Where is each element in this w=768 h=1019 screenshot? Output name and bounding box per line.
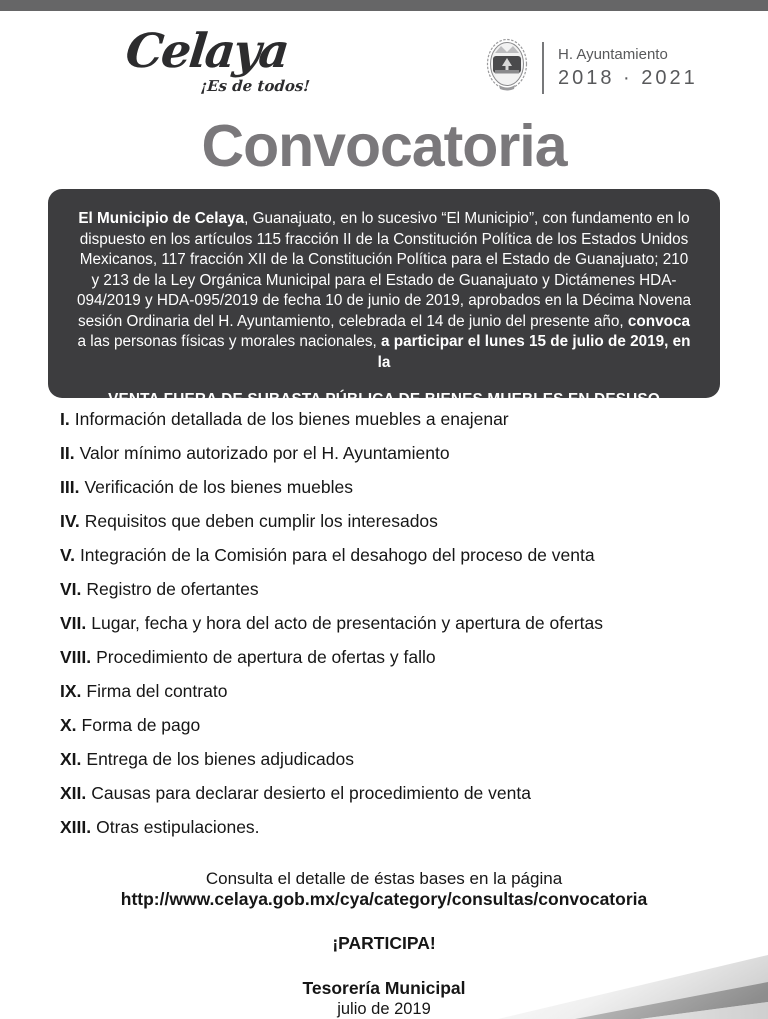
item-text: Lugar, fecha y hora del acto de presentación y apertura de ofertas (91, 613, 603, 633)
list-item (60, 544, 738, 566)
item-text: Requisitos que deben cumplir los interesados (84, 511, 438, 531)
intro-segment: a participar el lunes 15 de julio de 2019, en la (377, 333, 691, 371)
ayuntamiento-block (486, 37, 698, 98)
item-text: Verificación de los bienes muebles (84, 477, 353, 497)
list-item (60, 476, 738, 498)
list-item (60, 646, 738, 668)
item-numeral: X. (60, 715, 77, 735)
ayuntamiento-years: 2018 · 2021 (558, 66, 698, 89)
intro-segment: convoca (627, 312, 690, 330)
item-numeral: IV. (60, 511, 80, 531)
item-numeral: XII. (60, 783, 87, 803)
footer (0, 868, 768, 1019)
celaya-logo (123, 24, 316, 95)
item-text: Registro de ofertantes (86, 579, 259, 599)
list-item (60, 408, 738, 430)
participa-text: ¡PARTICIPA! (332, 933, 436, 953)
item-numeral: I. (60, 409, 70, 429)
item-numeral: II. (60, 443, 75, 463)
intro-segment: El Municipio de Celaya (78, 210, 245, 227)
list-item (60, 816, 738, 838)
item-numeral: XI. (60, 749, 82, 769)
intro-paragraph (76, 209, 692, 373)
item-text: Información detallada de los bienes muebles a enajenar (74, 409, 509, 429)
item-numeral: III. (60, 477, 80, 497)
item-text: Otras estipulaciones. (96, 817, 260, 837)
item-text: Integración de la Comisión para el desahogo del proceso de venta (79, 545, 595, 565)
list-item (60, 442, 738, 464)
item-text: Firma del contrato (86, 681, 228, 701)
city-seal-icon (486, 37, 528, 98)
bases-url[interactable]: http://www.celaya.gob.mx/cya/category/consultas/convocatoria (120, 889, 648, 909)
item-numeral: VII. (60, 613, 87, 633)
case-number: número No. 0001/2019 (210, 428, 373, 446)
item-numeral: VIII. (60, 647, 92, 667)
top-bar (0, 0, 768, 11)
list-item (60, 612, 738, 634)
list-item (60, 748, 738, 770)
list-item (60, 578, 738, 600)
sale-title: VENTA FUERA DE SUBASTA PÚBLICA DE BIENES MUEBLES EN DESUSO (108, 391, 660, 408)
item-numeral: XIII. (60, 817, 92, 837)
item-text: Causas para declarar desierto el procedimiento de venta (91, 783, 531, 803)
item-numeral: V. (60, 545, 75, 565)
list-item (60, 510, 738, 532)
ayuntamiento-label: H. Ayuntamiento (558, 45, 668, 63)
bases-list (60, 408, 738, 850)
celaya-logo-wordmark: Celaya (123, 24, 291, 79)
item-numeral: IX. (60, 681, 82, 701)
list-item (60, 714, 738, 736)
list-item (60, 680, 738, 702)
intro-segment: , Guanajuato, en lo sucesivo “El Municipio”, con fundamento en lo dispuesto en los artículos 115 fracción II de la Constitución Política de los Estados Unidos Mexicanos, 117 fracción XII de la Constitución Política para el Estado de Guanajuato; 210 y 213 de la Ley Orgánica Municipal para el Estado de Guanajuato y Dictámenes HDA-094/2019 y HDA-095/2019 de fecha 10 de junio de 2019, aprobados en la Décima Novena sesión Ordinaria del H. Ayuntamiento, celebrada el 14 de junio del presente año, (76, 210, 691, 330)
item-text: Valor mínimo autorizado por el H. Ayuntamiento (79, 443, 450, 463)
intro-segment: a las personas físicas y morales nacionales, (77, 333, 382, 350)
item-numeral: VI. (60, 579, 82, 599)
page-title: Convocatoria (201, 113, 567, 179)
item-text: Entrega de los bienes adjudicados (86, 749, 354, 769)
crest-divider (542, 42, 544, 94)
signature-tesoreria: Tesorería Municipal (302, 978, 466, 998)
celaya-logo-tagline: ¡Es de todos! (199, 77, 311, 95)
list-item (60, 782, 738, 804)
signature-date: julio de 2019 (337, 1000, 431, 1018)
item-text: Procedimiento de apertura de ofertas y fallo (96, 647, 436, 667)
item-text: Forma de pago (81, 715, 201, 735)
consulta-text: Consulta el detalle de éstas bases en la página (205, 869, 563, 888)
case-number-rest: , bajo las siguientes Bases: (372, 428, 558, 446)
